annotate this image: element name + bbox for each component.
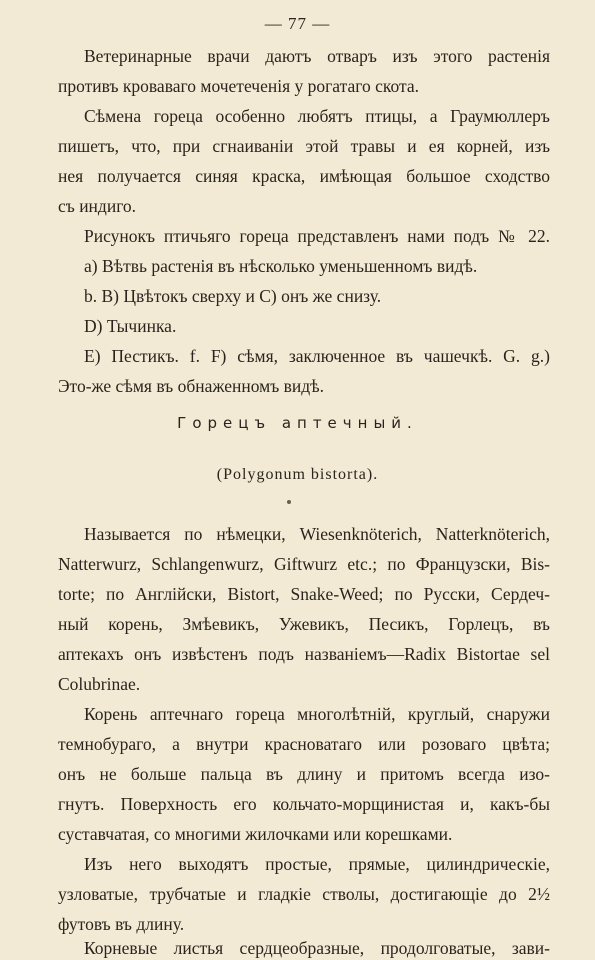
figure-caption-line: a) Вѣтвь растенія въ нѣсколько уменьшенномъ видѣ. [84,256,478,276]
text-line: онъ не больше пальца въ длину и притомъ всегда изо- [58,764,550,784]
print-dot [287,500,291,504]
section-heading: Горецъ аптечный. [177,414,418,432]
text-line: Корневые листья сердцеобразные, продолговатые, зави- [84,938,550,958]
text-line: Natterwurz, Schlangenwurz, Giftwurz etc.; по Французски, Bis- [58,554,550,574]
text-line: нея получается синяя краска, имѣющая большое сходство [58,166,550,186]
text-line: узловатые, трубчатые и гладкіе стволы, достигающіе до 2½ [58,884,550,904]
text-line: аптекахъ онъ извѣстенъ подъ названіемъ—Radix Bistortae sel [58,644,550,664]
text-line: Рисунокъ птичьяго горeца представленъ нами подъ № 22. [84,226,550,246]
text-line: футовъ въ длину. [58,914,185,934]
latin-name: (Polygonum bistorta). [216,466,379,483]
text-line: Корень аптечнаго горeца многолѣтній, круглый, снаружи [84,704,550,724]
text-line: гнутъ. Поверхность его кольчато-морщинистая и, какъ-бы [58,794,550,814]
figure-caption-line: E) Пестикъ. f. F) сѣмя, заключенное въ чашечкѣ. G. g.) [84,346,550,366]
text-line: torte; по Англійски, Bistort, Snake-Weed; по Русски, Сердеч- [58,584,550,604]
text-line: пишетъ, что, при сгнаиваніи этой травы и ея корней, изъ [58,136,550,156]
text-line: темнобураго, а внутри красноватаго или розоваго цвѣта; [58,734,550,754]
text-line: ный корень, Змѣевикъ, Ужевикъ, Песикъ, Горлецъ, въ [58,614,550,634]
text-line: Изъ него выходятъ простые, прямые, цилиндрическіе, [84,854,550,874]
text-line: Ветеринарные врачи даютъ отваръ изъ этого растенія [84,46,550,66]
figure-caption-line: Это-же сѣмя въ обнаженномъ видѣ. [58,376,325,396]
text-line: суставчатая, со многими жилочками или корешками. [58,824,453,844]
text-line: Называется по нѣмецки, Wiesenknöterich, Natterknöterich, [84,524,550,544]
text-line: съ индиго. [58,196,137,216]
text-line: противъ кроваваго мочетеченія у рогатаго скота. [58,76,420,96]
figure-caption-line: D) Тычинка. [84,316,177,336]
page-number: — 77 — [264,14,331,33]
text-line: Colubrinae. [58,674,141,694]
text-line: Сѣмена горeца особенно любятъ птицы, а Граумюллеръ [84,106,550,126]
figure-caption-line: b. B) Цвѣтокъ сверху и C) онъ же снизу. [84,286,382,306]
